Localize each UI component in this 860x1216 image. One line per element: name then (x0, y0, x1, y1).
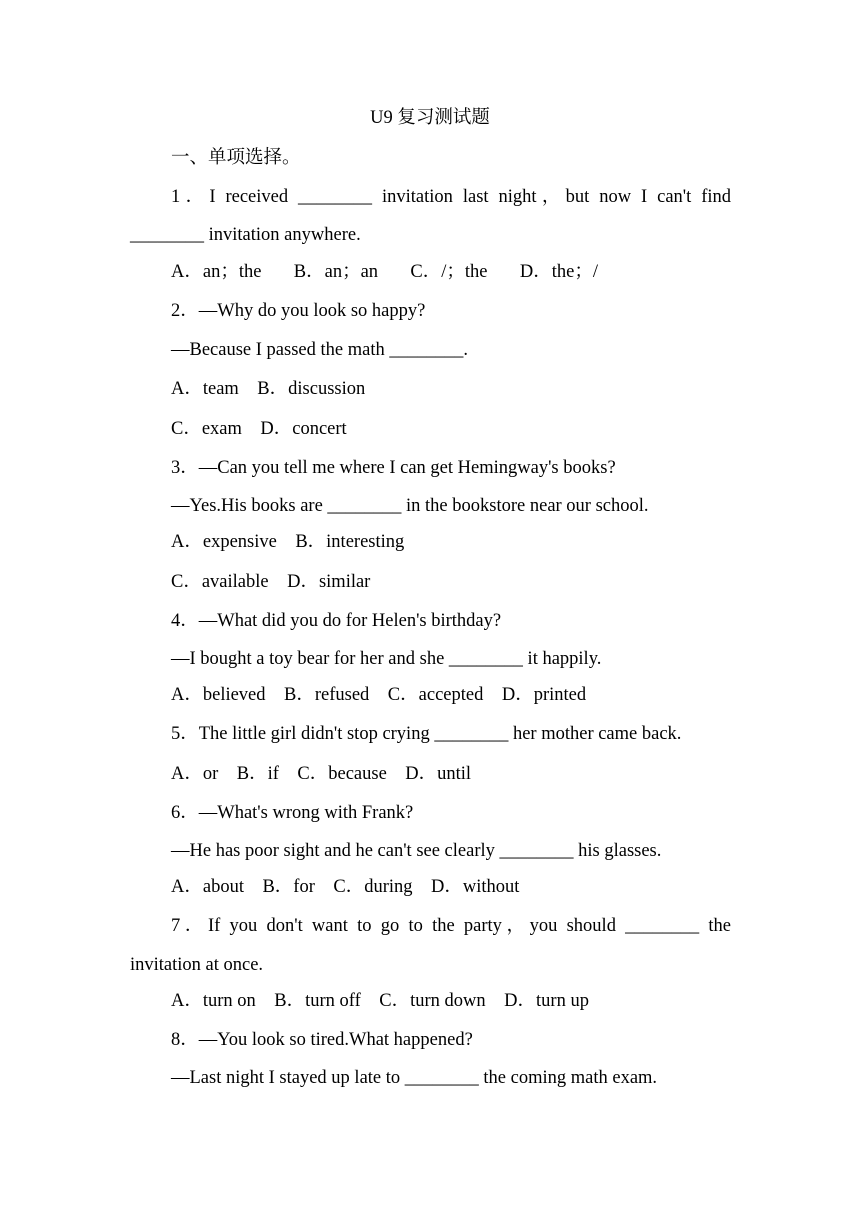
question-4-options: A．believed B．refused C．accepted D．printed (171, 685, 587, 705)
question-6-stem-line2: —He has poor sight and he can't see clearly ________ his glasses. (171, 841, 662, 861)
question-2-stem-line1: 2．—Why do you look so happy? (171, 301, 426, 321)
question-2-stem-line2: —Because I passed the math ________. (171, 340, 468, 360)
question-5-options: A．or B．if C．because D．until (171, 764, 472, 784)
question-2-options-row1: A．team B．discussion (171, 379, 366, 399)
question-3-options-row1: A．expensive B．interesting (171, 532, 405, 552)
question-6-options: A．about B．for C．during D．without (171, 877, 520, 897)
question-4-stem-line1: 4．—What did you do for Helen's birthday? (171, 611, 502, 631)
question-8-stem-line1: 8．—You look so tired.What happened? (171, 1030, 473, 1050)
question-2-options-row2: C．exam D．concert (171, 419, 347, 439)
question-3-options-row2: C．available D．similar (171, 572, 371, 592)
question-7-stem-line2: invitation at once. (130, 955, 264, 975)
question-4-stem-line2: —I bought a toy bear for her and she ________ it happily. (171, 649, 602, 669)
question-1-options: A．an；the B．an；an C．/；the D．the；/ (171, 262, 598, 282)
question-3-stem-line1: 3．—Can you tell me where I can get Hemingway's books? (171, 458, 616, 478)
question-1-stem-line2: ________ invitation anywhere. (130, 225, 361, 245)
section-heading: 一、单项选择。 (171, 148, 301, 168)
question-8-stem-line2: —Last night I stayed up late to ________ the coming math exam. (171, 1068, 658, 1088)
question-1-stem-line1: 1．I received ________ invitation last night，but now I can't find (171, 187, 731, 207)
question-7-options: A．turn on B．turn off C．turn down D．turn up (171, 991, 589, 1011)
question-3-stem-line2: —Yes.His books are ________ in the bookstore near our school. (171, 496, 649, 516)
question-7-stem-line1: 7．If you don't want to go to the party，you should ________ the (171, 916, 731, 936)
question-6-stem-line1: 6．—What's wrong with Frank? (171, 803, 414, 823)
question-5-stem-line1: 5．The little girl didn't stop crying ________ her mother came back. (171, 724, 682, 744)
page-title: U9 复习测试题 (370, 108, 490, 128)
